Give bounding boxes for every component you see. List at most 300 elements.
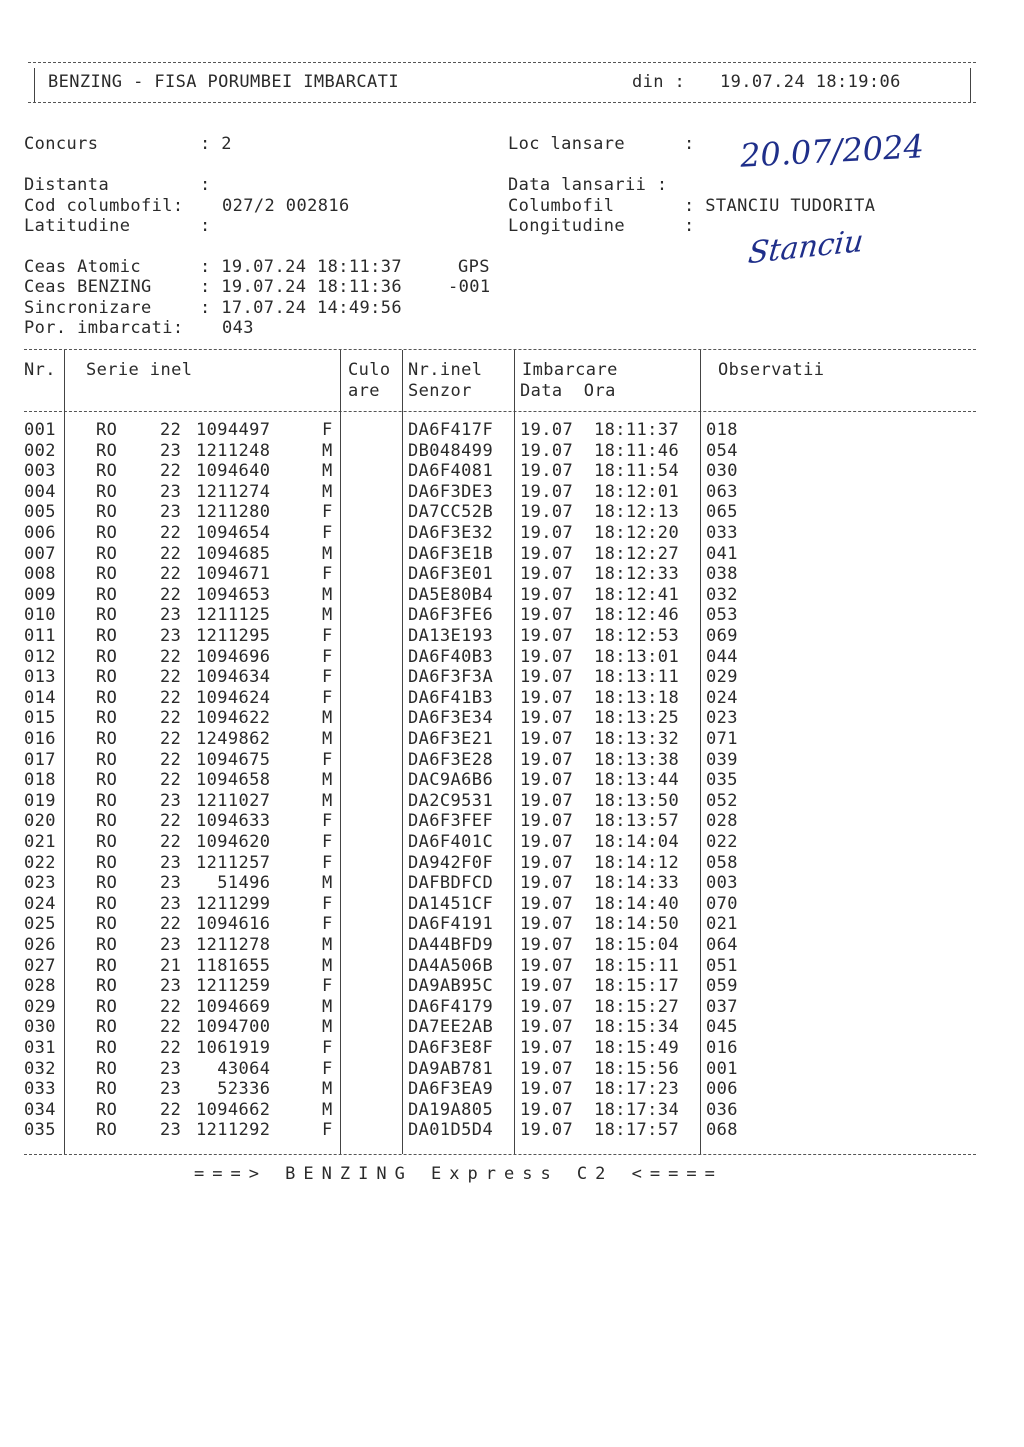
cell-senzor: DA6F40B3: [408, 646, 494, 667]
cell-senzor: DA6F401C: [408, 832, 494, 852]
cell-ora: 18:13:18: [594, 687, 680, 708]
cell-ora: 18:12:33: [594, 564, 680, 585]
cell-nr: 008: [24, 564, 56, 585]
cell-data: 19.07: [520, 935, 574, 955]
cell-inel: 1094624: [196, 687, 271, 708]
porumbei-imbarcati-value: 043: [222, 318, 254, 338]
report-title: BENZING - FISA PORUMBEI IMBARCATI: [48, 72, 399, 92]
cell-ora: 18:13:57: [594, 811, 680, 832]
latitudine-label: Latitudine: [24, 216, 131, 236]
cell-nr: 012: [24, 646, 56, 667]
longitudine-label: Longitudine: [508, 216, 625, 236]
cell-sex: F: [322, 914, 333, 935]
cell-data: 19.07: [520, 1017, 574, 1038]
cell-senzor: DA6F3E34: [408, 708, 494, 729]
cell-sex: M: [322, 996, 333, 1017]
cell-inel: 1211257: [196, 852, 271, 873]
cell-an: 22: [160, 646, 182, 667]
cell-an: 23: [160, 481, 182, 502]
cell-data: 19.07: [520, 1099, 574, 1120]
cell-ora: 18:13:01: [594, 646, 680, 667]
cell-an: 22: [160, 811, 182, 832]
cell-data: 19.07: [520, 543, 574, 564]
cell-inel: 1211125: [196, 605, 271, 626]
table-row: [0, 1017, 1024, 1037]
handwritten-signature: Stanciu: [746, 223, 866, 272]
cell-inel: 1249862: [196, 729, 271, 749]
cell-nr: 010: [24, 605, 56, 626]
cell-an: 22: [160, 729, 182, 749]
cell-nr: 018: [24, 770, 56, 791]
column-header-nr: Nr.: [24, 360, 56, 380]
table-row: [0, 750, 1024, 770]
cell-tara: RO: [96, 646, 118, 667]
cell-obs: 064: [706, 935, 738, 955]
column-header-culoare-2: are: [348, 381, 380, 401]
cell-ora: 18:11:46: [594, 440, 680, 461]
cell-senzor: DA01D5D4: [408, 1120, 494, 1141]
cell-data: 19.07: [520, 523, 574, 543]
table-row: [0, 482, 1024, 502]
cell-senzor: DA7EE2AB: [408, 1017, 494, 1038]
columbofil-value: : STANCIU TUDORITA: [684, 196, 876, 216]
cell-inel: 1094616: [196, 914, 271, 935]
cell-data: 19.07: [520, 996, 574, 1017]
cell-data: 19.07: [520, 502, 574, 523]
cell-tara: RO: [96, 976, 118, 997]
cell-an: 22: [160, 543, 182, 564]
table-row: [0, 544, 1024, 564]
porumbei-imbarcati-label: Por. imbarcati:: [24, 318, 184, 338]
cell-obs: 068: [706, 1120, 738, 1141]
cell-senzor: DA5E80B4: [408, 584, 494, 605]
cell-sex: F: [322, 687, 333, 708]
table-row: [0, 1079, 1024, 1099]
cell-inel: 1211299: [196, 893, 271, 914]
cell-tara: RO: [96, 440, 118, 461]
cell-sex: M: [322, 1017, 333, 1038]
cell-nr: 003: [24, 461, 56, 482]
cell-sex: F: [322, 646, 333, 667]
cell-data: 19.07: [520, 873, 574, 894]
cell-an: 23: [160, 502, 182, 523]
ceas-benzing-label: Ceas BENZING: [24, 277, 152, 297]
cell-obs: 006: [706, 1079, 738, 1100]
cell-inel: 51496: [196, 873, 271, 894]
ceas-atomic-label: Ceas Atomic: [24, 257, 141, 277]
cell-sex: M: [322, 790, 333, 811]
cell-tara: RO: [96, 1017, 118, 1038]
cell-obs: 021: [706, 914, 738, 935]
cell-ora: 18:12:13: [594, 502, 680, 523]
cell-inel: 1094633: [196, 811, 271, 832]
cell-ora: 18:12:01: [594, 481, 680, 502]
cell-obs: 037: [706, 996, 738, 1017]
cell-inel: 1211280: [196, 502, 271, 523]
cell-obs: 018: [706, 420, 738, 440]
table-row: [0, 1100, 1024, 1120]
distanta-label: Distanta: [24, 175, 110, 195]
table-row: [0, 708, 1024, 728]
cell-data: 19.07: [520, 770, 574, 791]
cell-ora: 18:14:50: [594, 914, 680, 935]
cell-nr: 015: [24, 708, 56, 729]
table-row: [0, 420, 1024, 440]
table-row: [0, 811, 1024, 831]
cell-an: 23: [160, 1120, 182, 1141]
table-row: [0, 626, 1024, 646]
table-top-rule: [24, 349, 976, 350]
cell-senzor: DA6F41B3: [408, 687, 494, 708]
cell-inel: 1211278: [196, 935, 271, 955]
cell-ora: 18:15:56: [594, 1058, 680, 1079]
cell-inel: 1094685: [196, 543, 271, 564]
table-row: [0, 997, 1024, 1017]
cell-obs: 039: [706, 749, 738, 770]
cell-an: 22: [160, 420, 182, 440]
table-row: [0, 914, 1024, 934]
cell-sex: F: [322, 749, 333, 770]
cell-tara: RO: [96, 770, 118, 791]
cell-an: 22: [160, 708, 182, 729]
cell-an: 23: [160, 626, 182, 646]
table-row: [0, 935, 1024, 955]
cell-obs: 003: [706, 873, 738, 894]
cell-obs: 023: [706, 708, 738, 729]
cell-an: 23: [160, 893, 182, 914]
cell-obs: 065: [706, 502, 738, 523]
cell-an: 23: [160, 1079, 182, 1100]
cell-obs: 059: [706, 976, 738, 997]
cell-sex: M: [322, 729, 333, 749]
cell-senzor: DA6F3F3A: [408, 667, 494, 688]
table-row: [0, 1038, 1024, 1058]
cell-obs: 070: [706, 893, 738, 914]
cell-an: 23: [160, 935, 182, 955]
cell-data: 19.07: [520, 976, 574, 997]
cell-an: 22: [160, 1017, 182, 1038]
cell-sex: F: [322, 832, 333, 852]
cell-nr: 005: [24, 502, 56, 523]
cell-tara: RO: [96, 543, 118, 564]
cell-inel: 1094497: [196, 420, 271, 440]
cell-ora: 18:13:11: [594, 667, 680, 688]
cell-senzor: DA6F3FE6: [408, 605, 494, 626]
table-row: [0, 873, 1024, 893]
cell-nr: 028: [24, 976, 56, 997]
cell-data: 19.07: [520, 708, 574, 729]
cell-inel: 1094634: [196, 667, 271, 688]
table-row: [0, 832, 1024, 852]
cell-nr: 022: [24, 852, 56, 873]
cell-obs: 051: [706, 955, 738, 976]
cell-sex: M: [322, 1099, 333, 1120]
cell-inel: 1094669: [196, 996, 271, 1017]
cell-senzor: DA6F3E1B: [408, 543, 494, 564]
header-bottom-rule: [28, 102, 976, 103]
cell-senzor: DA19A805: [408, 1099, 494, 1120]
cell-obs: 045: [706, 1017, 738, 1038]
cell-tara: RO: [96, 914, 118, 935]
cell-data: 19.07: [520, 667, 574, 688]
cell-data: 19.07: [520, 811, 574, 832]
cell-nr: 035: [24, 1120, 56, 1141]
cell-inel: 1211248: [196, 440, 271, 461]
ceas-benzing-value: : 19.07.24 18:11:36: [200, 277, 403, 297]
table-row: [0, 523, 1024, 543]
cell-inel: 1094696: [196, 646, 271, 667]
cell-nr: 029: [24, 996, 56, 1017]
cell-data: 19.07: [520, 955, 574, 976]
cell-obs: 035: [706, 770, 738, 791]
cell-ora: 18:13:44: [594, 770, 680, 791]
cell-tara: RO: [96, 1099, 118, 1120]
cell-an: 22: [160, 564, 182, 585]
cell-tara: RO: [96, 687, 118, 708]
cell-an: 23: [160, 440, 182, 461]
cell-tara: RO: [96, 873, 118, 894]
cell-obs: 054: [706, 440, 738, 461]
data-lansarii-label: Data lansarii :: [508, 175, 668, 195]
cell-data: 19.07: [520, 1058, 574, 1079]
cell-nr: 027: [24, 955, 56, 976]
cell-tara: RO: [96, 729, 118, 749]
cell-nr: 024: [24, 893, 56, 914]
table-row: [0, 1059, 1024, 1079]
cell-nr: 017: [24, 749, 56, 770]
cell-sex: M: [322, 708, 333, 729]
cell-sex: F: [322, 1038, 333, 1058]
cell-sex: M: [322, 770, 333, 791]
cell-inel: 1094622: [196, 708, 271, 729]
table-row: [0, 791, 1024, 811]
cell-nr: 033: [24, 1079, 56, 1100]
cell-obs: 058: [706, 852, 738, 873]
cell-inel: 1094662: [196, 1099, 271, 1120]
cell-nr: 002: [24, 440, 56, 461]
cell-sex: F: [322, 811, 333, 832]
cell-inel: 1094620: [196, 832, 271, 852]
cell-nr: 025: [24, 914, 56, 935]
cell-tara: RO: [96, 852, 118, 873]
report-din-label: din :: [632, 72, 686, 92]
cell-sex: M: [322, 543, 333, 564]
handwritten-date: 20.07/2024: [739, 127, 925, 175]
cell-obs: 024: [706, 687, 738, 708]
cell-nr: 006: [24, 523, 56, 543]
cell-nr: 007: [24, 543, 56, 564]
cell-nr: 019: [24, 790, 56, 811]
cod-columbofil-value: 027/2 002816: [222, 196, 350, 216]
cell-sex: M: [322, 440, 333, 461]
cell-ora: 18:12:46: [594, 605, 680, 626]
table-row: [0, 667, 1024, 687]
cell-data: 19.07: [520, 626, 574, 646]
cell-tara: RO: [96, 667, 118, 688]
cell-sex: M: [322, 935, 333, 955]
cell-senzor: DA6F3FEF: [408, 811, 494, 832]
cell-inel: 1094654: [196, 523, 271, 543]
cell-ora: 18:15:11: [594, 955, 680, 976]
cell-nr: 032: [24, 1058, 56, 1079]
cell-nr: 021: [24, 832, 56, 852]
cell-sex: F: [322, 626, 333, 646]
cell-obs: 016: [706, 1038, 738, 1058]
cell-inel: 1094653: [196, 584, 271, 605]
table-row: [0, 502, 1024, 522]
cell-an: 22: [160, 687, 182, 708]
cell-inel: 1211259: [196, 976, 271, 997]
cell-obs: 028: [706, 811, 738, 832]
cell-ora: 18:15:49: [594, 1038, 680, 1058]
cell-ora: 18:11:54: [594, 461, 680, 482]
cell-tara: RO: [96, 935, 118, 955]
cell-an: 22: [160, 584, 182, 605]
cell-data: 19.07: [520, 461, 574, 482]
footer-text: ===> BENZING Express C2 <====: [194, 1164, 723, 1184]
cell-nr: 009: [24, 584, 56, 605]
cell-ora: 18:15:04: [594, 935, 680, 955]
table-row: [0, 729, 1024, 749]
cell-data: 19.07: [520, 790, 574, 811]
report-din-value: 19.07.24 18:19:06: [720, 72, 901, 92]
cell-ora: 18:17:23: [594, 1079, 680, 1100]
header-left-border: [34, 68, 35, 102]
cell-inel: 1211274: [196, 481, 271, 502]
cell-an: 22: [160, 1099, 182, 1120]
cell-sex: M: [322, 461, 333, 482]
cell-nr: 014: [24, 687, 56, 708]
cell-sex: F: [322, 1120, 333, 1141]
cell-sex: F: [322, 420, 333, 440]
cell-sex: F: [322, 852, 333, 873]
cell-senzor: DA1451CF: [408, 893, 494, 914]
table-row: [0, 976, 1024, 996]
cell-data: 19.07: [520, 1038, 574, 1058]
cell-sex: M: [322, 873, 333, 894]
cell-senzor: DA13E193: [408, 626, 494, 646]
columbofil-label: Columbofil: [508, 196, 615, 216]
cell-obs: 063: [706, 481, 738, 502]
cell-obs: 029: [706, 667, 738, 688]
cell-data: 19.07: [520, 1120, 574, 1141]
cell-senzor: DA942F0F: [408, 852, 494, 873]
cell-nr: 011: [24, 626, 56, 646]
cell-tara: RO: [96, 893, 118, 914]
cell-ora: 18:12:27: [594, 543, 680, 564]
cell-nr: 016: [24, 729, 56, 749]
concurs-value: : 2: [200, 134, 232, 154]
cell-ora: 18:15:34: [594, 1017, 680, 1038]
cell-ora: 18:11:37: [594, 420, 680, 440]
cell-senzor: DA9AB781: [408, 1058, 494, 1079]
cell-tara: RO: [96, 708, 118, 729]
cell-ora: 18:14:12: [594, 852, 680, 873]
cell-tara: RO: [96, 790, 118, 811]
cell-tara: RO: [96, 461, 118, 482]
cell-inel: 1094658: [196, 770, 271, 791]
cell-data: 19.07: [520, 481, 574, 502]
cell-sex: F: [322, 564, 333, 585]
cell-obs: 001: [706, 1058, 738, 1079]
loc-lansare-label: Loc lansare: [508, 134, 625, 154]
cell-data: 19.07: [520, 729, 574, 749]
cell-senzor: DA6F3E28: [408, 749, 494, 770]
cell-senzor: DA6F417F: [408, 420, 494, 440]
ceas-atomic-value: : 19.07.24 18:11:37: [200, 257, 403, 277]
column-header-imbarcare-2: Data Ora: [520, 381, 616, 401]
cell-data: 19.07: [520, 584, 574, 605]
column-header-culoare-1: Culo: [348, 360, 391, 380]
cell-obs: 038: [706, 564, 738, 585]
cell-inel: 1061919: [196, 1038, 271, 1058]
cell-sex: M: [322, 605, 333, 626]
column-header-observatii: Observatii: [718, 360, 825, 380]
cell-sex: F: [322, 502, 333, 523]
cell-tara: RO: [96, 626, 118, 646]
cell-sex: M: [322, 1079, 333, 1100]
table-row: [0, 605, 1024, 625]
cell-senzor: DA6F3E01: [408, 564, 494, 585]
cell-an: 22: [160, 914, 182, 935]
cell-tara: RO: [96, 996, 118, 1017]
cell-tara: RO: [96, 1058, 118, 1079]
cell-tara: RO: [96, 1120, 118, 1141]
cell-inel: 1094671: [196, 564, 271, 585]
cell-senzor: DA6F3E21: [408, 729, 494, 749]
cell-obs: 044: [706, 646, 738, 667]
cell-nr: 030: [24, 1017, 56, 1038]
cell-obs: 022: [706, 832, 738, 852]
table-row: [0, 956, 1024, 976]
cell-an: 22: [160, 1038, 182, 1058]
cell-tara: RO: [96, 564, 118, 585]
cell-senzor: DA2C9531: [408, 790, 494, 811]
cell-ora: 18:13:25: [594, 708, 680, 729]
cell-an: 22: [160, 523, 182, 543]
cell-tara: RO: [96, 584, 118, 605]
cell-ora: 18:12:53: [594, 626, 680, 646]
table-row: [0, 853, 1024, 873]
cell-obs: 053: [706, 605, 738, 626]
cod-columbofil-label: Cod columbofil:: [24, 196, 184, 216]
cell-an: 23: [160, 605, 182, 626]
sincronizare-label: Sincronizare: [24, 298, 152, 318]
cell-ora: 18:15:17: [594, 976, 680, 997]
cell-sex: F: [322, 976, 333, 997]
cell-data: 19.07: [520, 646, 574, 667]
cell-nr: 034: [24, 1099, 56, 1120]
cell-tara: RO: [96, 955, 118, 976]
cell-an: 22: [160, 667, 182, 688]
cell-sex: M: [322, 481, 333, 502]
cell-an: 22: [160, 461, 182, 482]
cell-data: 19.07: [520, 893, 574, 914]
cell-senzor: DA44BFD9: [408, 935, 494, 955]
cell-senzor: DAC9A6B6: [408, 770, 494, 791]
cell-inel: 1094675: [196, 749, 271, 770]
cell-nr: 020: [24, 811, 56, 832]
table-header-bottom-rule: [24, 411, 976, 412]
table-row: [0, 585, 1024, 605]
cell-inel: 1181655: [196, 955, 271, 976]
longitudine-colon: :: [684, 216, 695, 236]
table-row: [0, 688, 1024, 708]
cell-data: 19.07: [520, 420, 574, 440]
latitudine-colon: :: [200, 216, 211, 236]
cell-an: 23: [160, 790, 182, 811]
cell-nr: 013: [24, 667, 56, 688]
